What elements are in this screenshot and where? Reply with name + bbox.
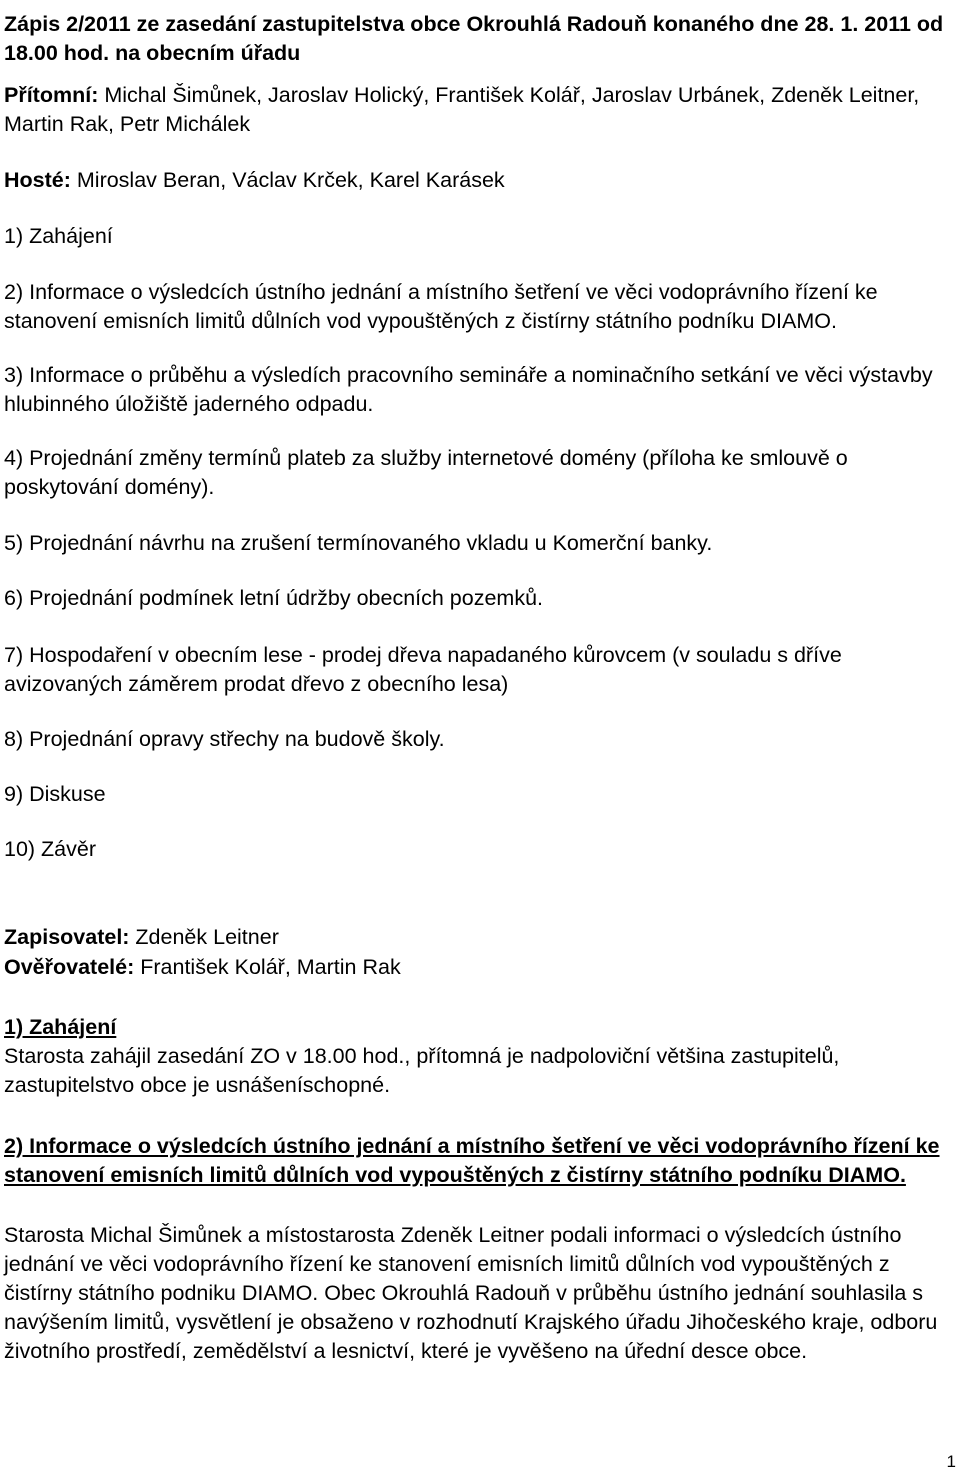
agenda-item-1: 1) Zahájení	[4, 224, 113, 248]
recorder-label: Zapisovatel:	[4, 925, 130, 949]
present-line	[4, 81, 950, 139]
agenda-item-7: 7) Hospodaření v obecním lese - prodej dřeva napadaného kůrovcem (v souladu s dříve avizovaných záměrem prodat dřevo z obecního lesa)	[4, 643, 842, 696]
agenda-item-6: 6) Projednání podmínek letní údržby obecních pozemků.	[4, 586, 544, 610]
agenda-item-10: 10) Závěr	[4, 837, 97, 861]
agenda-item-3: 3) Informace o průběhu a výsledích pracovního semináře a nominačního setkání ve věci výstavby hlubinného úložiště jaderného odpadu.	[4, 363, 933, 416]
section-2-body: Starosta Michal Šimůnek a místostarosta Zdeněk Leitner podali informaci o výsledcích ústního jednání ve věci vodoprávního řízení ke stanovení emisních limitů důlních vod vypouštěných z čistírny státního podniku DIAMO. Obec Okrouhlá Radouň v průběhu ústního jednání souhlasila s navýšením limitů, vysvětlení je obsaženo v rozhodnutí Krajského úřadu Jihočeského kraje, odboru životního prostředí, zemědělství a lesnictví, které je vyvěšeno na úřední desce obce.	[4, 1223, 938, 1363]
section-1-heading: 1) Zahájení	[4, 1015, 117, 1039]
agenda-item-4: 4) Projednání změny termínů plateb za služby internetové domény (příloha ke smlouvě o poskytování domény).	[4, 446, 848, 499]
recorder-name: Zdeněk Leitner	[129, 925, 279, 949]
verifiers-line	[4, 953, 950, 982]
agenda-item-8: 8) Projednání opravy střechy na budově školy.	[4, 727, 445, 751]
guests-label: Hosté:	[4, 168, 71, 192]
page-number: 1	[946, 1452, 956, 1471]
section-2-heading: 2) Informace o výsledcích ústního jednání a místního šetření ve věci vodoprávního řízení ke stanovení emisních limitů důlních vod vypouštěných z čistírny státního podníku DIAMO.	[4, 1134, 940, 1187]
agenda-item-5: 5) Projednání návrhu na zrušení termínovaného vkladu u Komerční banky.	[4, 531, 713, 555]
section-1-body: Starosta zahájil zasedání ZO v 18.00 hod., přítomná je nadpoloviční většina zastupitelů, zastupitelstvo obce je usnášeníschopné.	[4, 1044, 840, 1097]
verifiers-label: Ověřovatelé:	[4, 955, 135, 979]
present-label: Přítomní:	[4, 83, 99, 107]
document-title: Zápis 2/2011 ze zasedání zastupitelstva obce Okrouhlá Radouň konaného dne 28. 1. 2011 od 18.00 hod. na obecním úřadu	[4, 12, 944, 65]
agenda-item-9: 9) Diskuse	[4, 782, 106, 806]
guests-line	[4, 166, 950, 195]
agenda-item-2: 2) Informace o výsledcích ústního jednání a místního šetření ve věci vodoprávního řízení ke stanovení emisních limitů důlních vod vypouštěných z čistírny státního podníku DIAMO.	[4, 280, 878, 333]
present-names: Michal Šimůnek, Jaroslav Holický, František Kolář, Jaroslav Urbánek, Zdeněk Leitner, Martin Rak, Petr Michálek	[4, 83, 920, 136]
recorder-line	[4, 923, 950, 952]
guests-names: Miroslav Beran, Václav Krček, Karel Karásek	[70, 168, 505, 192]
verifiers-names: František Kolář, Martin Rak	[134, 955, 401, 979]
